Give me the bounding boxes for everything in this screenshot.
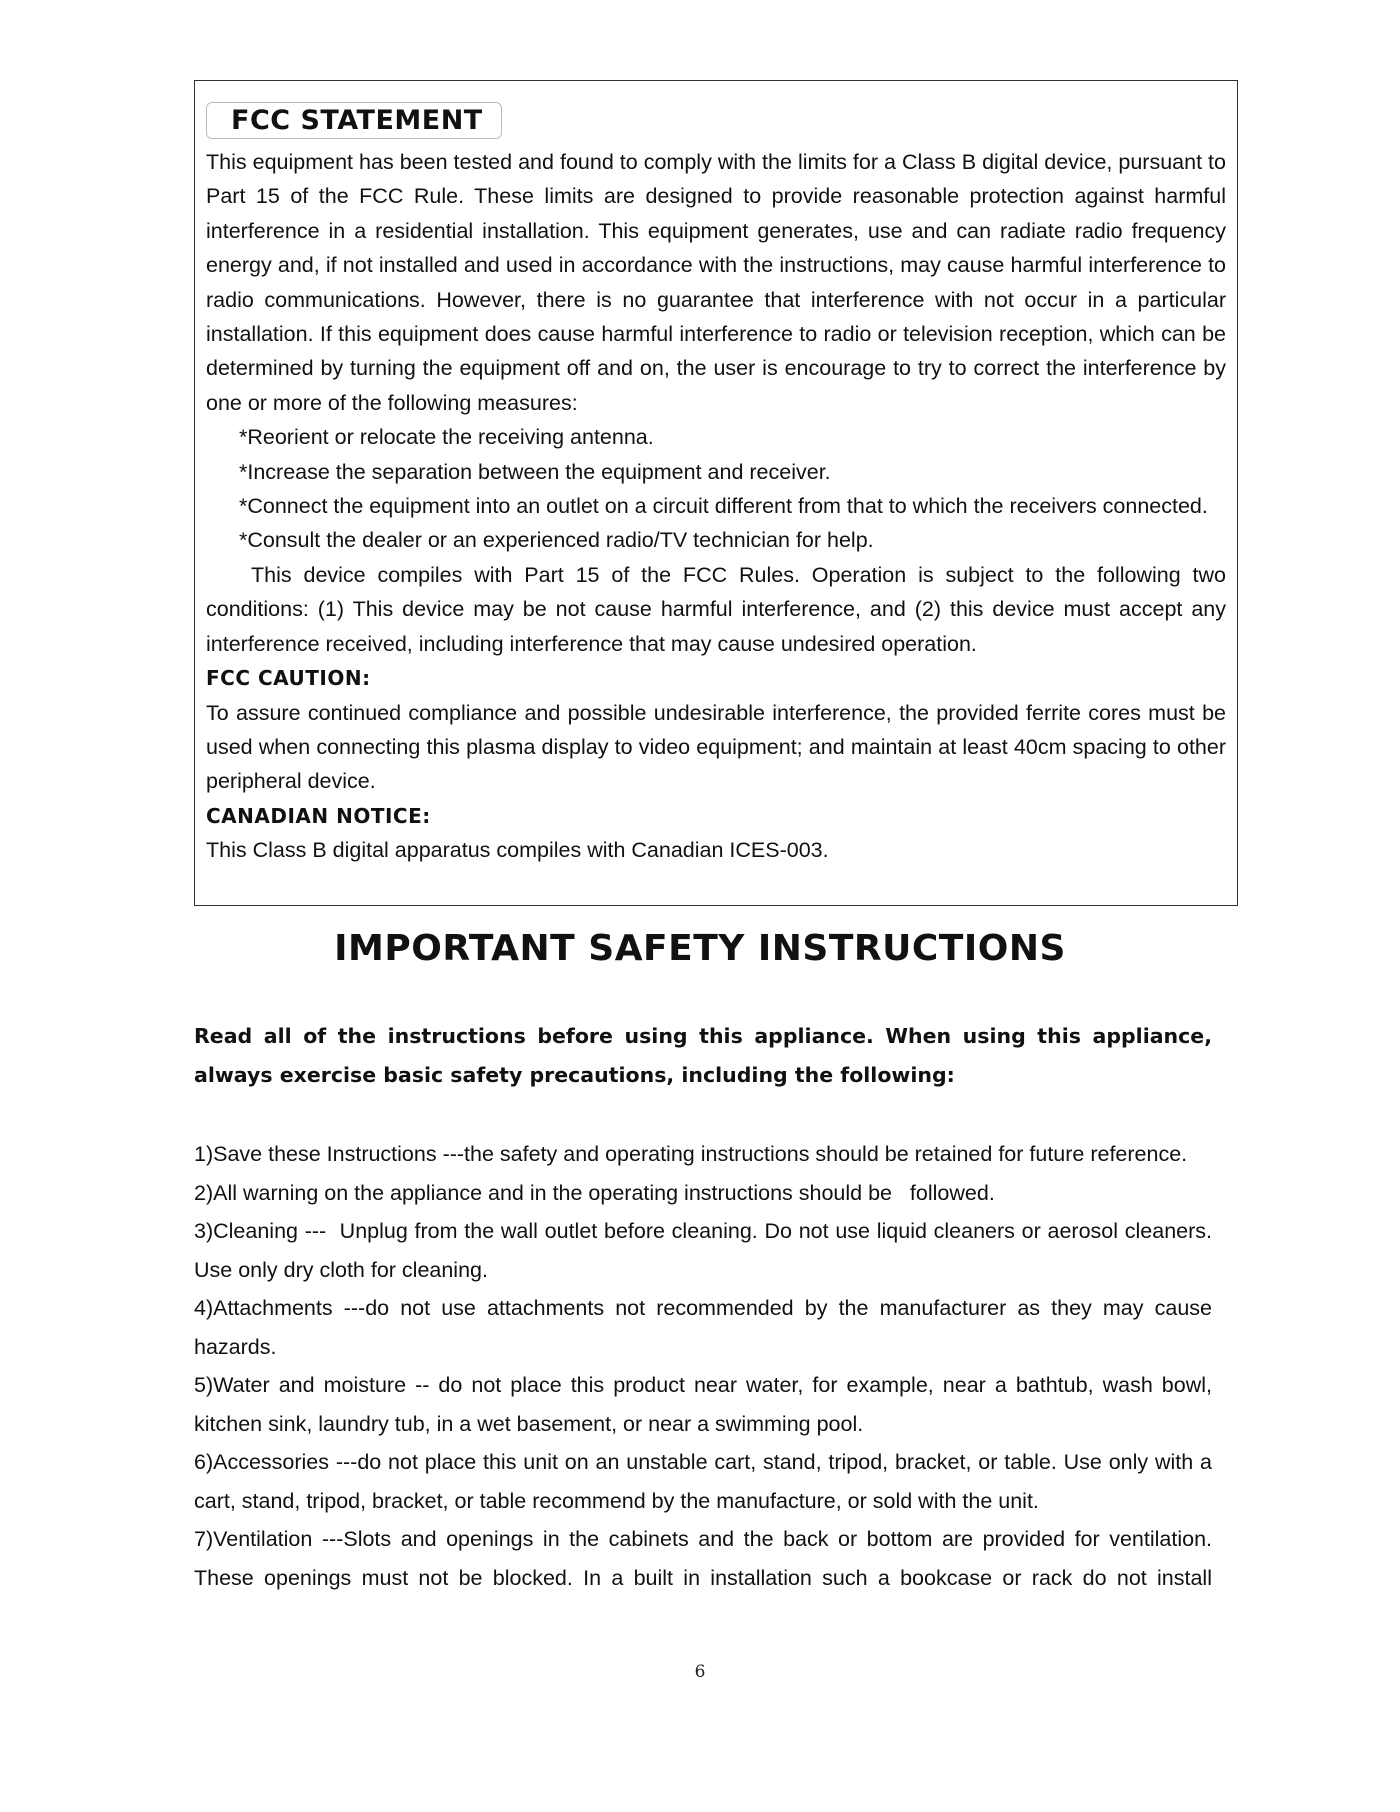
safety-instructions-list	[194, 1135, 1212, 1597]
instruction-item-cleaning: 3)Cleaning --- Unplug from the wall outlet before cleaning. Do not use liquid cleaners or aerosol cleaners. Use only dry cloth for cleaning.	[194, 1219, 1212, 1282]
canadian-notice-heading: CANADIAN NOTICE:	[206, 803, 431, 828]
instruction-item-accessories: 6)Accessories ---do not place this unit on an unstable cart, stand, tripod, bracket, or table. Use only with a cart, stand, tripod, bracket, or table recommend by the manufacture, or sold with the unit.	[194, 1450, 1212, 1513]
fcc-statement-body	[206, 145, 1226, 868]
safety-instructions-title: IMPORTANT SAFETY INSTRUCTIONS	[334, 928, 1066, 969]
fcc-measure-consult: *Consult the dealer or an experienced radio/TV technician for help.	[239, 528, 874, 553]
page-number: 6	[694, 1662, 706, 1682]
instruction-item-warning: 2)All warning on the appliance and in the operating instructions should be followed.	[194, 1180, 995, 1205]
fcc-compliance-paragraph: This device compiles with Part 15 of the FCC Rules. Operation is subject to the following two conditions: (1) This device may be not cause harmful interference, and (2) this device must accept any interference received, including interference that may cause undesired operation.	[206, 562, 1226, 656]
fcc-paragraph: This equipment has been tested and found to comply with the limits for a Class B digital device, pursuant to Part 15 of the FCC Rule. These limits are designed to provide reasonable protection against harmful interference in a residential installation. This equipment generates, use and can radiate radio frequency energy and, if not installed and used in accordance with the instructions, may cause harmful interference to radio communications. However, there is no guarantee that interference with not occur in a particular installation. If this equipment does cause harmful interference to radio or television reception, which can be determined by turning the equipment off and on, the user is encourage to try to correct the interference by one or more of the following measures:	[206, 150, 1226, 415]
instruction-item-save: 1)Save these Instructions ---the safety and operating instructions should be retained for future reference.	[194, 1142, 1188, 1166]
fcc-measure-outlet: *Connect the equipment into an outlet on a circuit different from that to which the receivers connected.	[239, 494, 1208, 519]
fcc-measure-reorient: *Reorient or relocate the receiving antenna.	[239, 425, 654, 450]
fcc-statement-box	[194, 80, 1238, 906]
instruction-item-ventilation: 7)Ventilation ---Slots and openings in the cabinets and the back or bottom are provided for ventilation. These openings must not be blocked. In a built in installation such a bookcase or rack do not install	[194, 1527, 1212, 1590]
fcc-statement-title: FCC STATEMENT	[206, 102, 502, 139]
safety-intro: Read all of the instructions before using this appliance. When using this appliance, always exercise basic safety precautions, including the following:	[194, 1024, 1212, 1087]
instruction-item-water: 5)Water and moisture -- do not place this product near water, for example, near a bathtub, wash bowl, kitchen sink, laundry tub, in a wet basement, or near a swimming pool.	[194, 1373, 1212, 1436]
fcc-caution-heading: FCC CAUTION:	[206, 666, 371, 691]
fcc-caution-text: To assure continued compliance and possible undesirable interference, the provided ferrite cores must be used when connecting this plasma display to video equipment; and maintain at least 40cm spacing to other peripheral device.	[206, 700, 1226, 794]
canadian-notice-text: This Class B digital apparatus compiles with Canadian ICES-003.	[206, 838, 829, 863]
fcc-measure-separation: *Increase the separation between the equipment and receiver.	[239, 459, 831, 484]
instruction-item-attachments: 4)Attachments ---do not use attachments not recommended by the manufacturer as they may cause hazards.	[194, 1296, 1212, 1359]
